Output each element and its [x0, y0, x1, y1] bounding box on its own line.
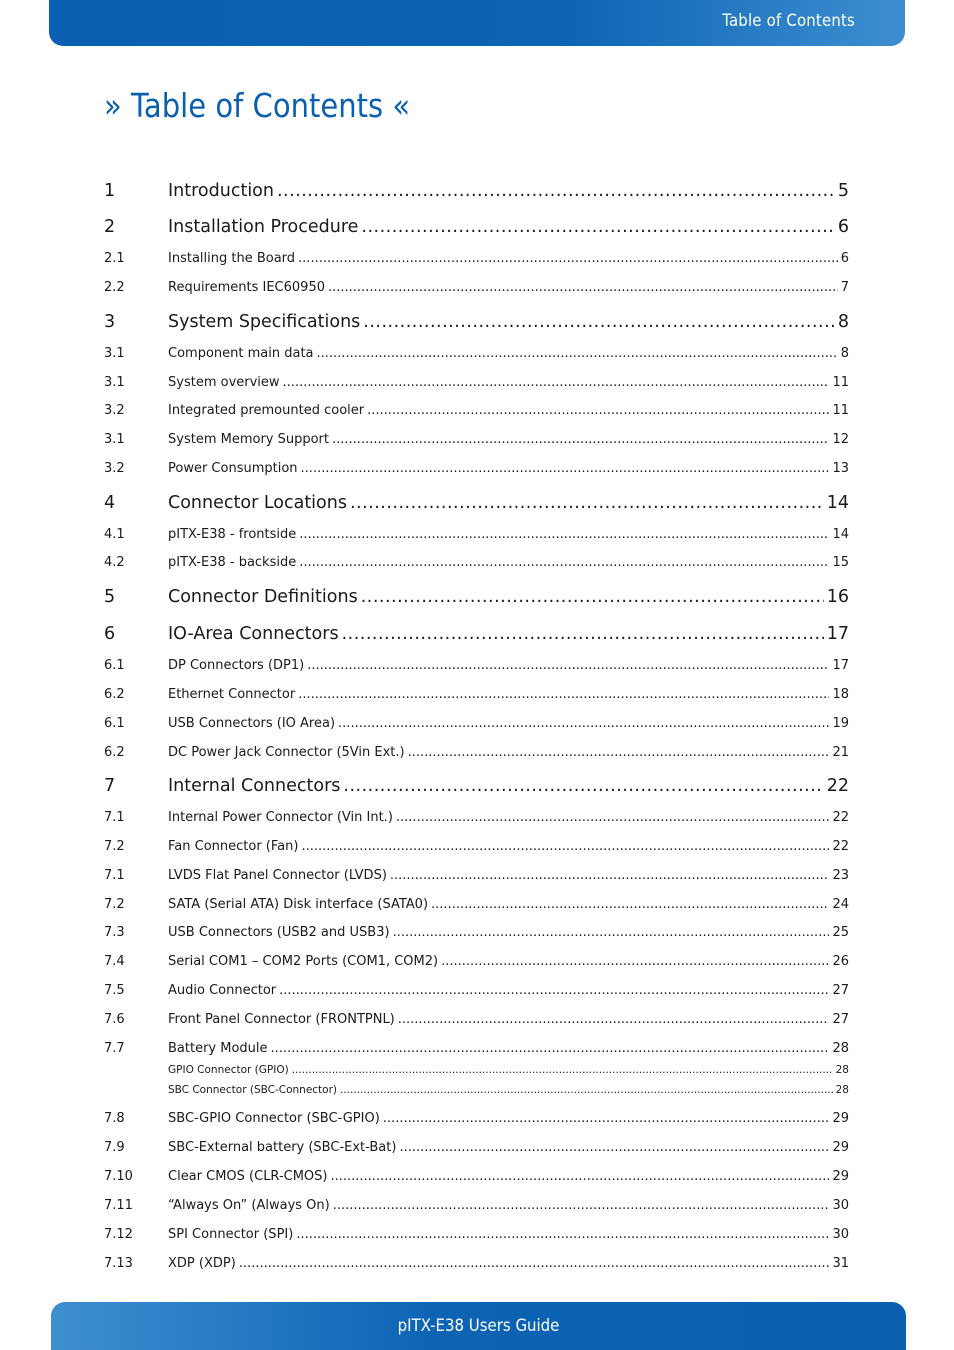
toc-leader-dots	[279, 983, 829, 998]
toc-leader-dots	[431, 897, 829, 912]
toc-entry-number: 3.2	[104, 461, 125, 476]
toc-leader-dots	[367, 403, 829, 418]
toc-entry-number: 7	[104, 776, 116, 796]
toc-entry-number: 7.8	[104, 1111, 125, 1126]
toc-leader-dots	[301, 461, 830, 476]
toc-leader-dots	[298, 687, 829, 702]
toc-entry-page: 28	[835, 1084, 849, 1096]
toc-leader-dots	[398, 1012, 830, 1027]
toc-entry-page: 11	[832, 375, 849, 390]
toc-entry-label: Power Consumption	[168, 461, 298, 476]
toc-entry-label: Ethernet Connector	[168, 687, 296, 702]
toc-entry-number: 3.2	[104, 403, 125, 418]
toc-leader-dots	[343, 776, 823, 796]
toc-entry[interactable]	[104, 687, 849, 705]
toc-entry-number: 2.1	[104, 251, 125, 266]
toc-entry-number: 3	[104, 312, 116, 332]
toc-entry[interactable]	[104, 181, 849, 207]
toc-entry[interactable]	[104, 624, 849, 650]
footer-title: pITX-E38 Users Guide	[397, 1316, 560, 1336]
toc-entry-label: LVDS Flat Panel Connector (LVDS)	[168, 868, 387, 883]
toc-entry[interactable]	[104, 251, 849, 269]
toc-entry-page: 29	[832, 1111, 849, 1126]
toc-entry[interactable]	[104, 280, 849, 298]
toc-entry-label: Integrated premounted cooler	[168, 403, 365, 418]
toc-entry-label: Clear CMOS (CLR-CMOS)	[168, 1169, 328, 1184]
toc-entry-page: 27	[832, 983, 849, 998]
toc-entry[interactable]	[104, 983, 849, 1001]
toc-entry-number: 7.2	[104, 839, 125, 854]
toc-entry-number: 4	[104, 493, 116, 513]
toc-entry-label: Battery Module	[168, 1041, 268, 1056]
toc-entry-label: SPI Connector (SPI)	[168, 1227, 294, 1242]
toc-entry-label: SBC-External battery (SBC-Ext-Bat)	[168, 1140, 397, 1155]
toc-leader-dots	[277, 181, 835, 201]
toc-entry-page: 19	[832, 716, 849, 731]
toc-entry-number: 7.4	[104, 954, 125, 969]
toc-entry-number: 3.1	[104, 346, 125, 361]
toc-leader-dots	[340, 1084, 833, 1096]
toc-entry-number: 7.5	[104, 983, 125, 998]
page-title: » Table of Contents «	[104, 86, 411, 125]
toc-entry-number: 5	[104, 587, 116, 607]
toc-entry[interactable]	[104, 954, 849, 972]
toc-leader-dots	[299, 527, 829, 542]
toc-leader-dots	[396, 810, 830, 825]
toc-entry[interactable]	[104, 1198, 849, 1216]
footer-bar	[51, 1302, 906, 1350]
toc-entry-label: System overview	[168, 375, 280, 390]
toc-entry-page: 22	[832, 839, 849, 854]
toc-entry[interactable]	[104, 312, 849, 338]
toc-leader-dots	[441, 954, 829, 969]
toc-entry[interactable]	[104, 1084, 849, 1098]
toc-entry-page: 22	[832, 810, 849, 825]
toc-entry-label: Internal Power Connector (Vin Int.)	[168, 810, 393, 825]
toc-entry-number: 7.11	[104, 1198, 133, 1213]
toc-leader-dots	[408, 745, 830, 760]
toc-entry[interactable]	[104, 346, 849, 364]
toc-entry-label: Component main data	[168, 346, 314, 361]
toc-entry-page: 21	[832, 745, 849, 760]
toc-entry[interactable]	[104, 1140, 849, 1158]
toc-entry-page: 18	[832, 687, 849, 702]
toc-leader-dots	[361, 587, 824, 607]
toc-entry[interactable]	[104, 1169, 849, 1187]
toc-entry-number: 7.3	[104, 925, 125, 940]
toc-entry-page: 30	[832, 1198, 849, 1213]
toc-entry[interactable]	[104, 555, 849, 573]
toc-entry-label: SBC Connector (SBC-Connector)	[168, 1084, 337, 1096]
toc-entry-label: SATA (Serial ATA) Disk interface (SATA0)	[168, 897, 429, 912]
toc-leader-dots	[307, 658, 829, 673]
toc-entry-number: 7.13	[104, 1256, 133, 1271]
toc-entry-number: 6.1	[104, 658, 125, 673]
toc-entry-page: 5	[837, 181, 849, 201]
toc-entry-page: 26	[832, 954, 849, 969]
toc-entry-page: 31	[832, 1256, 849, 1271]
toc-entry-label: Connector Definitions	[168, 587, 358, 607]
toc-entry[interactable]	[104, 897, 849, 915]
toc-entry-page: 23	[832, 868, 849, 883]
toc-entry-label: System Specifications	[168, 312, 361, 332]
toc-entry-label: Serial COM1 – COM2 Ports (COM1, COM2)	[168, 954, 439, 969]
toc-entry-label: USB Connectors (USB2 and USB3)	[168, 925, 390, 940]
toc-entry[interactable]	[104, 403, 849, 421]
toc-entry-label: Front Panel Connector (FRONTPNL)	[168, 1012, 395, 1027]
toc-leader-dots	[296, 1227, 829, 1242]
toc-leader-dots	[301, 839, 829, 854]
toc-entry-number: 7.6	[104, 1012, 125, 1027]
toc-entry[interactable]	[104, 810, 849, 828]
toc-entry-label: DC Power Jack Connector (5Vin Ext.)	[168, 745, 405, 760]
toc-entry-page: 14	[826, 493, 849, 513]
toc-entry-label: DP Connectors (DP1)	[168, 658, 305, 673]
toc-entry-number: 6.1	[104, 716, 125, 731]
toc-entry-label: Installation Procedure	[168, 217, 359, 237]
toc-entry-label: SBC-GPIO Connector (SBC-GPIO)	[168, 1111, 380, 1126]
toc-entry[interactable]	[104, 1227, 849, 1245]
toc-leader-dots	[350, 493, 824, 513]
toc-leader-dots	[292, 1064, 833, 1076]
toc-entry-page: 22	[826, 776, 849, 796]
toc-entry-page: 28	[832, 1041, 849, 1056]
toc-entry-page: 14	[832, 527, 849, 542]
toc-entry[interactable]	[104, 1041, 849, 1059]
toc-entry-label: Introduction	[168, 181, 274, 201]
toc-leader-dots	[271, 1041, 830, 1056]
toc-entry-label: Audio Connector	[168, 983, 277, 998]
toc-entry-page: 17	[832, 658, 849, 673]
toc-leader-dots	[333, 1198, 830, 1213]
toc-entry[interactable]	[104, 868, 849, 886]
toc-entry-page: 24	[832, 897, 849, 912]
toc-entry-label: GPIO Connector (GPIO)	[168, 1064, 289, 1076]
toc-leader-dots	[361, 217, 834, 237]
toc-entry[interactable]	[104, 1111, 849, 1129]
toc-entry-number: 2.2	[104, 280, 125, 295]
toc-entry-number: 6	[104, 624, 116, 644]
toc-entry[interactable]	[104, 432, 849, 450]
toc-leader-dots	[390, 868, 830, 883]
toc-entry-number: 6.2	[104, 745, 125, 760]
toc-entry-page: 16	[826, 587, 849, 607]
toc-entry-number: 3.1	[104, 432, 125, 447]
toc-entry-number: 2	[104, 217, 116, 237]
toc-entry[interactable]	[104, 1256, 849, 1274]
toc-entry-label: pITX-E38 - frontside	[168, 527, 297, 542]
toc-entry[interactable]	[104, 839, 849, 857]
toc-entry-label: XDP (XDP)	[168, 1256, 236, 1271]
toc-entry[interactable]	[104, 217, 849, 243]
toc-entry-page: 6	[840, 251, 849, 266]
toc-entry-number: 7.10	[104, 1169, 133, 1184]
toc-entry-number: 7.1	[104, 810, 125, 825]
toc-entry-label: Installing the Board	[168, 251, 296, 266]
toc-entry-page: 17	[826, 624, 849, 644]
toc-entry-number: 7.12	[104, 1227, 133, 1242]
toc-entry-number: 6.2	[104, 687, 125, 702]
toc-entry[interactable]	[104, 1064, 849, 1078]
toc-entry[interactable]	[104, 925, 849, 943]
toc-entry-label: System Memory Support	[168, 432, 330, 447]
toc-leader-dots	[399, 1140, 829, 1155]
toc-leader-dots	[330, 1169, 829, 1184]
toc-entry-number: 7.9	[104, 1140, 125, 1155]
toc-entry-label: Internal Connectors	[168, 776, 341, 796]
toc-leader-dots	[393, 925, 830, 940]
toc-entry-label: pITX-E38 - backside	[168, 555, 297, 570]
toc-entry-page: 6	[837, 217, 849, 237]
toc-entry-number: 3.1	[104, 375, 125, 390]
toc-entry[interactable]	[104, 716, 849, 734]
header-title: Table of Contents	[722, 11, 855, 31]
toc-entry-page: 13	[832, 461, 849, 476]
toc-entry-page: 11	[832, 403, 849, 418]
toc-entry[interactable]	[104, 587, 849, 613]
toc-entry-label: “Always On” (Always On)	[168, 1198, 330, 1213]
toc-leader-dots	[338, 716, 829, 731]
toc-leader-dots	[239, 1256, 830, 1271]
toc-entry-number: 4.1	[104, 527, 125, 542]
toc-entry-page: 8	[840, 346, 849, 361]
toc-entry-label: IO-Area Connectors	[168, 624, 339, 644]
toc-entry-number: 7.7	[104, 1041, 125, 1056]
toc-entry[interactable]	[104, 461, 849, 479]
toc-entry-label: USB Connectors (IO Area)	[168, 716, 336, 731]
toc-entry-number: 7.1	[104, 868, 125, 883]
toc-entry[interactable]	[104, 1012, 849, 1030]
toc-entry-page: 27	[832, 1012, 849, 1027]
toc-entry-page: 30	[832, 1227, 849, 1242]
toc-entry[interactable]	[104, 527, 849, 545]
toc-entry-number: 1	[104, 181, 116, 201]
toc-entry-number: 4.2	[104, 555, 125, 570]
toc-leader-dots	[283, 375, 830, 390]
toc-leader-dots	[299, 555, 829, 570]
toc-entry-page: 25	[832, 925, 849, 940]
toc-entry-page: 15	[832, 555, 849, 570]
toc-entry-label: Connector Locations	[168, 493, 347, 513]
toc-entry-page: 7	[840, 280, 849, 295]
toc-entry[interactable]	[104, 745, 849, 763]
toc-leader-dots	[383, 1111, 830, 1126]
toc-entry[interactable]	[104, 776, 849, 802]
toc-entry-label: Fan Connector (Fan)	[168, 839, 299, 854]
toc-leader-dots	[317, 346, 838, 361]
toc-entry-label: Requirements IEC60950	[168, 280, 325, 295]
toc-entry-page: 28	[835, 1064, 849, 1076]
toc-leader-dots	[332, 432, 829, 447]
toc-entry-page: 12	[832, 432, 849, 447]
toc-entry[interactable]	[104, 493, 849, 519]
toc-entry-page: 8	[837, 312, 849, 332]
toc-leader-dots	[298, 251, 838, 266]
toc-entry-page: 29	[832, 1169, 849, 1184]
toc-entry-number: 7.2	[104, 897, 125, 912]
toc-leader-dots	[342, 624, 824, 644]
toc-entry-page: 29	[832, 1140, 849, 1155]
toc-entry[interactable]	[104, 375, 849, 393]
toc-leader-dots	[328, 280, 838, 295]
toc-leader-dots	[363, 312, 835, 332]
toc-entry[interactable]	[104, 658, 849, 676]
